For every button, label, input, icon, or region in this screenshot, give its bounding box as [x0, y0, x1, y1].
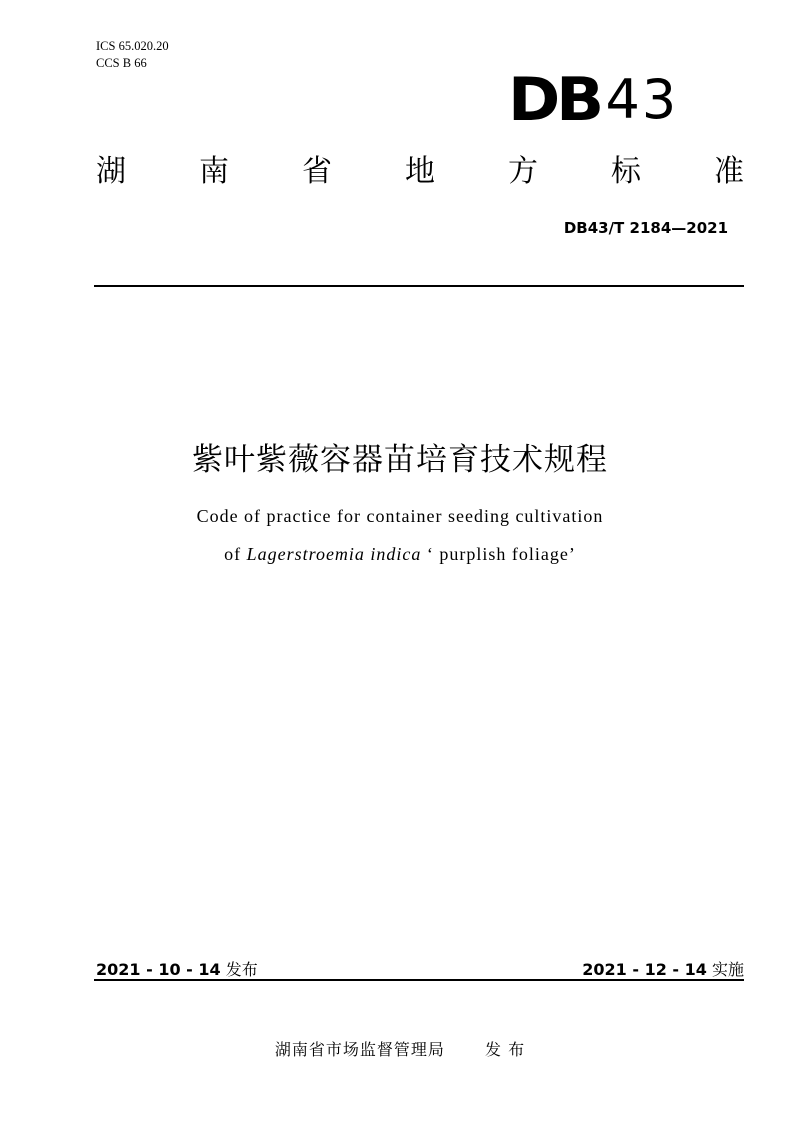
implementation-label: 实施	[711, 960, 744, 979]
standard-type-char: 准	[714, 154, 744, 189]
publisher-action: 发 布	[485, 1040, 526, 1059]
release-date-value: 2021 - 10 - 14	[96, 960, 221, 979]
standard-type-heading	[96, 152, 744, 192]
bottom-divider	[94, 979, 744, 981]
title-en-suffix: ‘ purplish foliage’	[426, 544, 576, 564]
standard-type-char: 地	[405, 154, 435, 189]
ccs-code: CCS B 66	[96, 56, 147, 70]
classification-codes	[96, 38, 169, 72]
standard-type-char: 省	[302, 154, 332, 189]
title-en-species: Lagerstroemia indica	[246, 544, 422, 564]
standard-number: DB43/T 2184—2021	[563, 219, 728, 237]
document-title-english-line2	[0, 544, 800, 565]
publisher-line	[0, 1037, 800, 1060]
publisher-name: 湖南省市场监督管理局	[274, 1040, 445, 1059]
standard-type-char: 标	[611, 154, 641, 189]
db-logo-letters: DB	[508, 65, 600, 135]
standard-type-char: 南	[199, 154, 229, 189]
implementation-date	[582, 957, 744, 980]
db-logo-number: 43	[605, 68, 679, 131]
ics-code: ICS 65.020.20	[96, 39, 169, 53]
top-divider	[94, 285, 744, 287]
db-logo	[508, 65, 679, 135]
standard-type-char: 湖	[96, 154, 126, 189]
document-title-chinese: 紫叶紫薇容器苗培育技术规程	[192, 442, 608, 478]
release-label: 发布	[225, 960, 258, 979]
standard-type-char: 方	[508, 154, 538, 189]
title-en-prefix: of	[224, 544, 247, 564]
document-title-english-line1: Code of practice for container seeding cultivation	[196, 506, 604, 526]
release-date	[96, 957, 258, 980]
implementation-date-value: 2021 - 12 - 14	[582, 960, 707, 979]
